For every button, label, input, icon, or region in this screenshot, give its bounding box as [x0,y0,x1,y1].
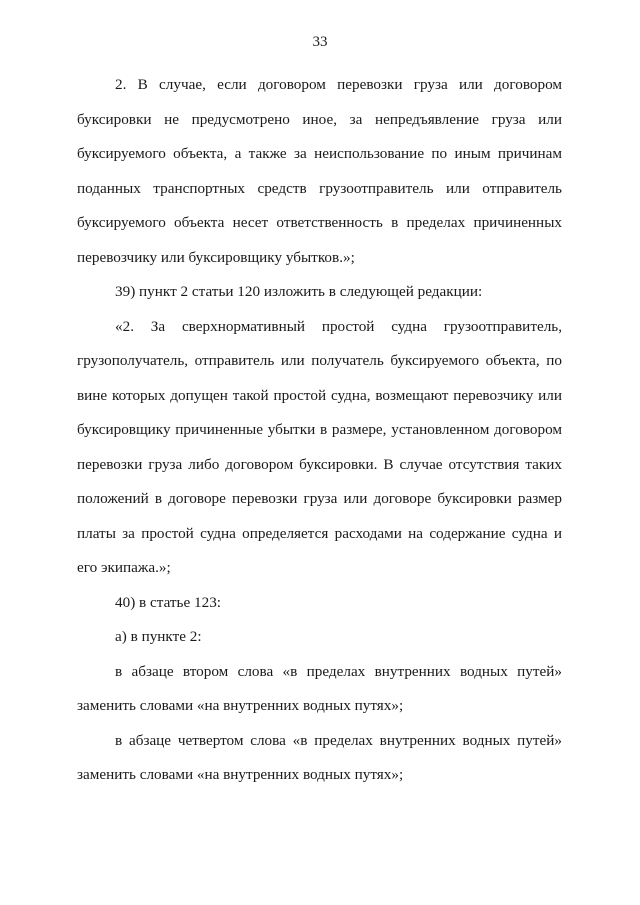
paragraph-item-39: 39) пункт 2 статьи 120 изложить в следующей редакции: [115,283,483,300]
document-body [77,68,562,793]
paragraph-new-clause-2: «2. За сверхнормативный простой судна грузоотправитель, грузополучатель, отправитель или получатель буксируемого объекта, по вине которых допущен такой простой судна, возмещают перевозчику или буксировщику причиненные убытки в размере, установленном договором перевозки груза либо договором буксировки. В случае отсутствия таких положений в договоре перевозки груза или договоре буксировки размер платы за простой судна определяется расходами на содержание судна и его экипажа.»; [77,317,562,576]
page-number: 33 [312,34,328,50]
paragraph-item-40: 40) в статье 123: [115,593,222,611]
paragraph-subitem-a: а) в пункте 2: [115,628,202,645]
paragraph-abzac-second: в абзаце втором слова «в пределах внутренних водных путей» заменить словами «на внутренних водных путях»; [77,662,562,714]
paragraph-abzac-fourth: в абзаце четвертом слова «в пределах внутренних водных путей» заменить словами «на внутренних водных путях»; [77,731,562,783]
paragraph-clause-2: 2. В случае, если договором перевозки груза или договором буксировки не предусмотрено иное, за непредъявление груза или буксируемого объекта, а также за неиспользование по иным причинам поданных транспортных средств грузоотправитель или отправитель буксируемого объекта несет ответственность в пределах причиненных перевозчику или буксировщику убытков.»; [77,76,562,266]
